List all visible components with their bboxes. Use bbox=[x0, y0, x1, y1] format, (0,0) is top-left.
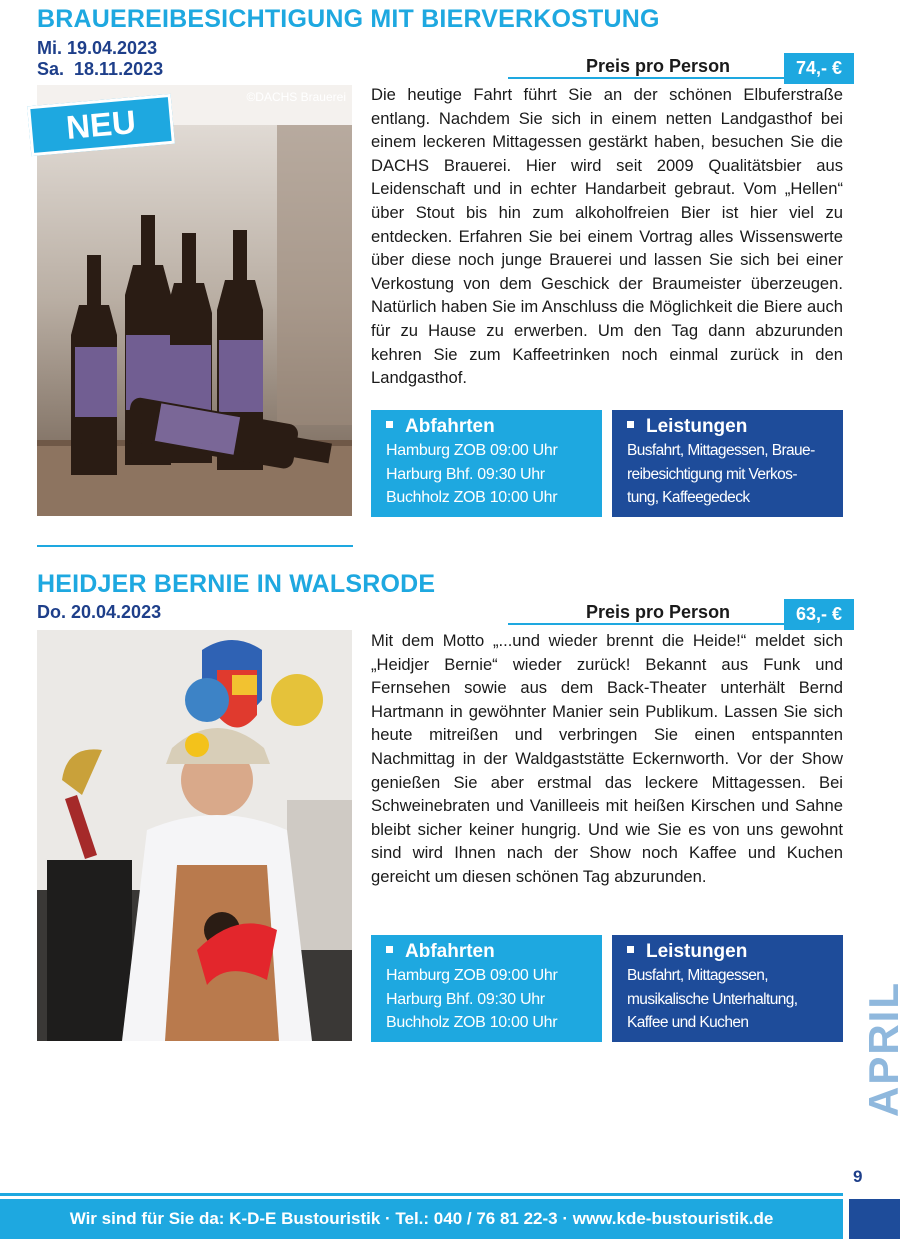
tour1-description: Die heutige Fahrt führt Sie an der schönen Elbuferstraße entlang. Nachdem Sie sich in einem netten Landgasthof bei einem leckeren Mittagessen gestärkt haben, besuchen Sie die DACHS Brauerei. Hier wird seit 2009 Qualitätsbier aus Leidenschaft und in echter Handarbeit gebraut. Vom „Hellen“ über Stout bis hin zum alkoholfreien Bier ist hier viel zu entdecken. Erfahren Sie bei einem Vortrag alles Wissenswerte über diese noch junge Brauerei und lassen Sie sich bei einer Verkostung von dem Geschick der Braumeister überzeugen. Natürlich haben Sie im Anschluss die Möglichkeit die Biere auch für zu Hause zu erwerben. Um den Tag dann abzurunden kehren Sie zum Kaffeetrinken noch einmal zurück in den Landgasthof. bbox=[371, 85, 843, 388]
bullet-square-icon bbox=[386, 946, 393, 953]
departures-heading: Abfahrten bbox=[386, 415, 602, 439]
tour1-price-label: Preis pro Person bbox=[586, 56, 731, 76]
departure-line: Harburg Bhf. 09:30 Uhr bbox=[386, 990, 545, 1008]
page-number: 9 bbox=[853, 1167, 863, 1186]
tour2-date-1: Do. 20.04.2023 bbox=[37, 602, 162, 622]
tour2-photo bbox=[37, 630, 352, 1041]
services-heading: Leistungen bbox=[627, 940, 843, 964]
footer-tab bbox=[849, 1199, 900, 1239]
departures-heading: Abfahrten bbox=[386, 940, 602, 964]
tour2-title: HEIDJER BERNIE IN WALSRODE bbox=[37, 570, 436, 598]
services-heading: Leistungen bbox=[627, 415, 843, 439]
departure-line: Buchholz ZOB 10:00 Uhr bbox=[386, 489, 558, 506]
bullet-square-icon bbox=[386, 421, 393, 428]
service-line: Busfahrt, Mittagessen, Braue- bbox=[627, 442, 815, 459]
tour2-price-label: Preis pro Person bbox=[586, 602, 731, 622]
month-label: APRIL bbox=[860, 981, 907, 1117]
service-line: Busfahrt, Mittagessen, bbox=[627, 967, 769, 984]
tour2-services-box bbox=[612, 935, 843, 1042]
tour1-price-underline bbox=[508, 77, 784, 79]
service-line: Kaffee und Kuchen bbox=[627, 1014, 749, 1031]
footer-rule bbox=[0, 1193, 843, 1196]
bullet-square-icon bbox=[627, 946, 634, 953]
bullet-square-icon bbox=[627, 421, 634, 428]
tour2-price: 63,- € bbox=[784, 599, 854, 630]
footer-contact: Wir sind für Sie da: K-D-E Bustouristik · Tel.: 040 / 76 81 22-3 · www.kde-bustouristik.de bbox=[0, 1199, 843, 1239]
departure-line: Harburg Bhf. 09:30 Uhr bbox=[386, 465, 545, 483]
tour2-price-underline bbox=[508, 623, 784, 625]
tour1-date-1: Mi. 19.04.2023 bbox=[37, 38, 158, 58]
service-line: tung, Kaffeegedeck bbox=[627, 489, 750, 506]
new-badge: NEU bbox=[27, 94, 175, 156]
tour1-date-2: Sa. 18.11.2023 bbox=[37, 59, 164, 79]
section-divider bbox=[37, 545, 353, 547]
departure-line: Buchholz ZOB 10:00 Uhr bbox=[386, 1014, 558, 1031]
entertainer-image bbox=[37, 630, 352, 1041]
tour1-departures-box bbox=[371, 410, 602, 517]
tour2-departures-box bbox=[371, 935, 602, 1042]
departure-line: Hamburg ZOB 09:00 Uhr bbox=[386, 442, 558, 459]
tour1-services-box bbox=[612, 410, 843, 517]
tour1-price: 74,- € bbox=[784, 53, 854, 84]
service-line: musikalische Unterhaltung, bbox=[627, 990, 798, 1008]
tour1-title: BRAUEREIBESICHTIGUNG MIT BIERVERKOSTUNG bbox=[37, 5, 660, 33]
photo-credit: ©DACHS Brauerei bbox=[246, 90, 346, 104]
departure-line: Hamburg ZOB 09:00 Uhr bbox=[386, 967, 558, 984]
service-line: reibesichtigung mit Verkos- bbox=[627, 465, 797, 483]
tour2-description: Mit dem Motto „...und wieder brennt die Heide!“ meldet sich „Heidjer Bernie“ wieder zurück! Bekannt aus Funk und Fernsehen sowie aus dem Back-Theater unterhält Bernd Hartmann in gewöhnter Manier sein Publikum. Lassen Sie sich heute mitreißen und verbringen Sie einen entspannten Nachmittag in der Waldgaststätte Eckernworth. Vor der Show genießen Sie aber erstmal das leckere Mittagessen. Bei Schweinebraten und Vanilleeis mit heißen Kirschen und Sahne bleibt sicher keiner hungrig. Und wie Sie es von uns gewohnt sind wird Ihnen nach der Show noch Kaffee und Kuchen gereicht um diesen schönen Tag abzurunden. bbox=[371, 631, 843, 886]
